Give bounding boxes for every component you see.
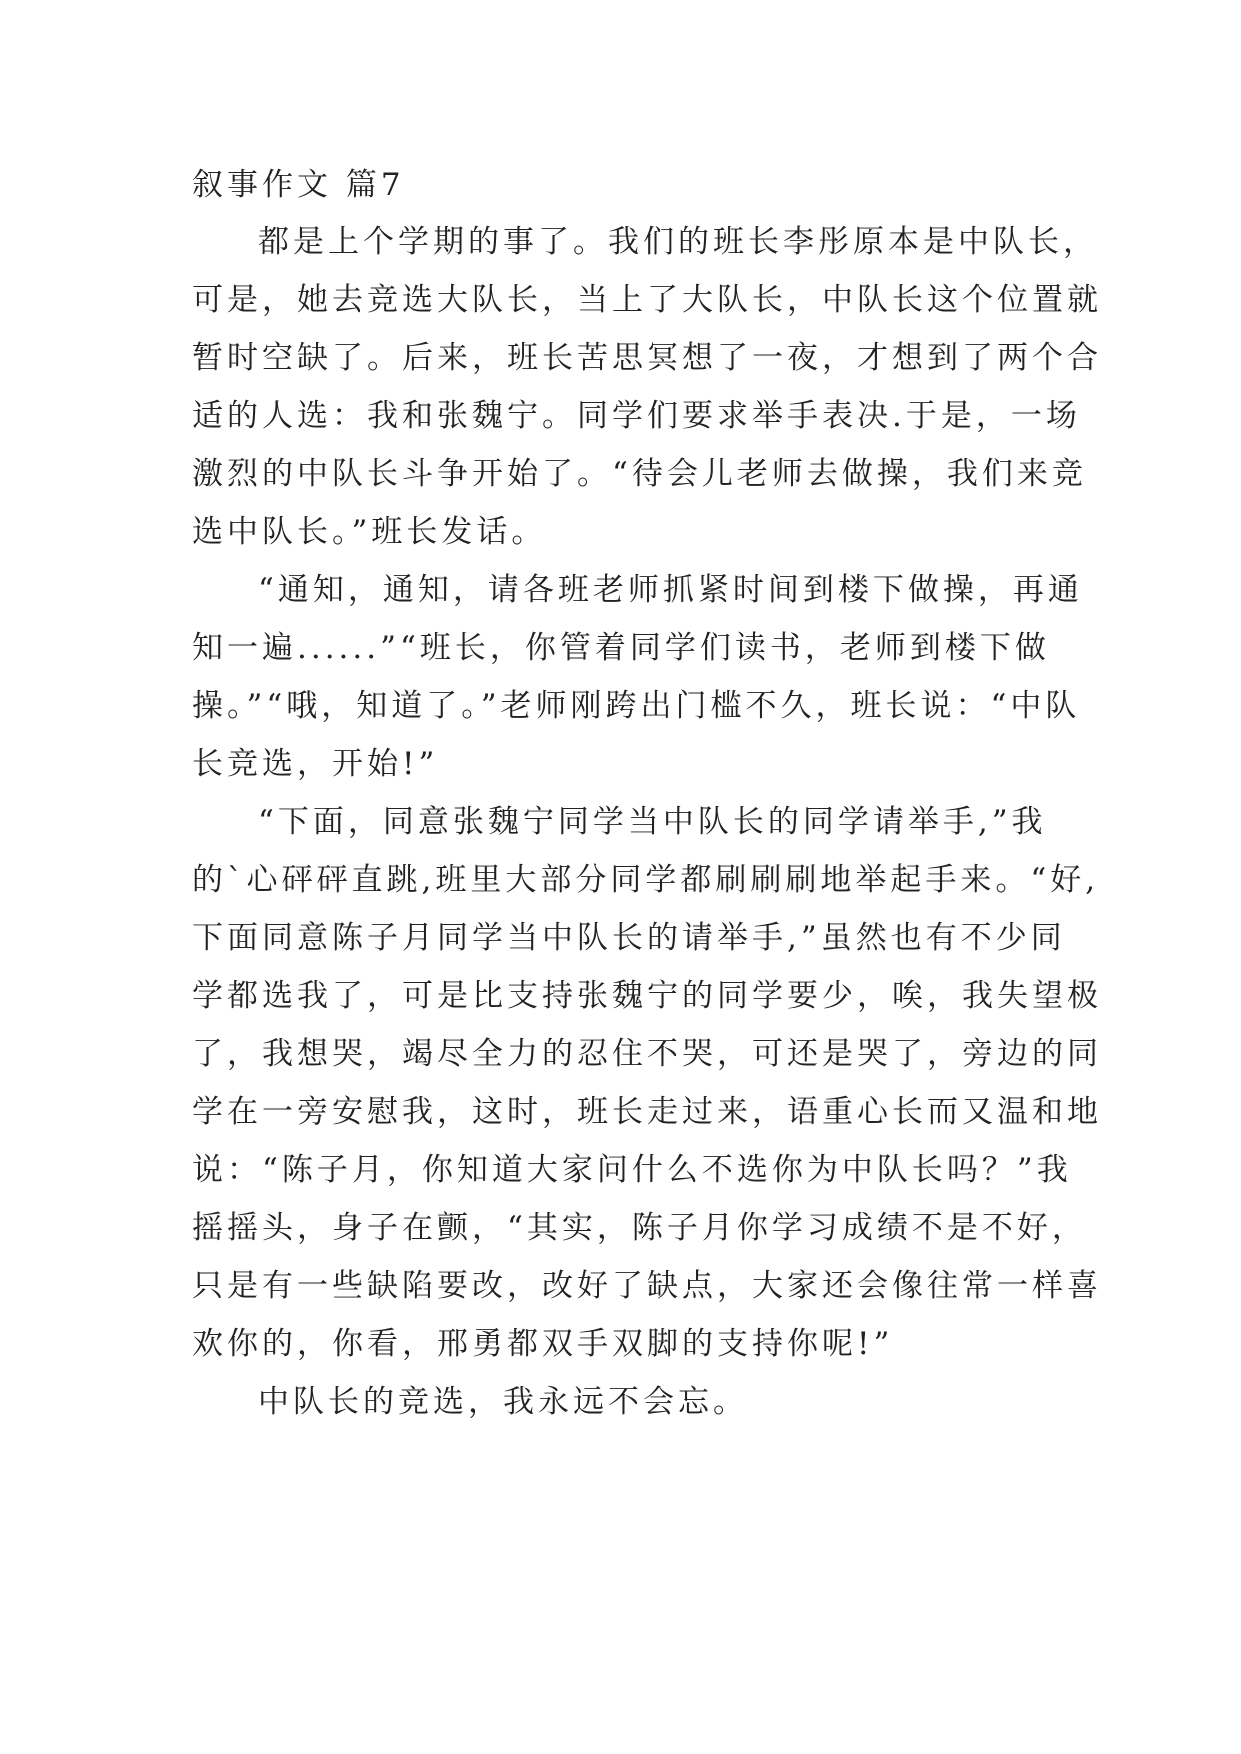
paragraph-3 [192,793,1102,1373]
text-line: 操。”“哦，知道了。”老师刚跨出门槛不久，班长说：“中队 [192,688,1081,724]
text-line: 中队长的竞选，我永远不会忘。 [258,1384,748,1420]
text-line: 暂时空缺了。后来，班长苦思冥想了一夜，才想到了两个合 [192,340,1102,376]
text-line: 摇摇头，身子在颤，“其实，陈子月你学习成绩不是不好， [192,1210,1087,1246]
page-title: 叙事作文 篇7 [192,167,405,203]
paragraph-1 [192,213,1102,561]
text-line: 说：“陈子月，你知道大家问什么不选你为中队长吗？”我 [192,1152,1072,1188]
text-line: 只是有一些缺陷要改，改好了缺点，大家还会像往常一样喜 [192,1268,1102,1304]
text-line: 激烈的中队长斗争开始了。“待会儿老师去做操，我们来竞 [192,456,1087,492]
text-line: 选中队长。”班长发话。 [192,514,547,550]
paragraph-4 [192,1373,1062,1431]
text-line: 欢你的，你看，邢勇都双手双脚的支持你呢!” [192,1326,894,1362]
text-line: 可是，她去竞选大队长，当上了大队长，中队长这个位置就 [192,282,1102,318]
text-line: 都是上个学期的事了。我们的班长李彤原本是中队长， [258,224,1098,260]
paragraph-2 [192,561,1083,793]
text-line: 长竞选，开始!” [192,746,439,782]
text-line: 下面同意陈子月同学当中队长的请举手,”虽然也有不少同 [192,920,1066,956]
text-line: 学都选我了，可是比支持张魏宁的同学要少，唉，我失望极 [192,978,1102,1014]
text-line: 了，我想哭，竭尽全力的忍住不哭，可还是哭了，旁边的同 [192,1036,1102,1072]
text-line: “下面，同意张魏宁同学当中队长的同学请举手,”我 [258,804,1047,840]
text-line: “通知，通知，请各班老师抓紧时间到楼下做操，再通 [258,572,1083,608]
text-line: 适的人选：我和张魏宁。同学们要求举手表决.于是，一场 [192,398,1081,434]
document-body [192,165,1102,1431]
text-line: 知一遍......”“班长，你管着同学们读书，老师到楼下做 [192,630,1050,666]
text-line: 的`心砰砰直跳,班里大部分同学都刷刷刷地举起手来。“好, [192,862,1100,898]
text-line: 学在一旁安慰我，这时，班长走过来，语重心长而又温和地 [192,1094,1102,1130]
